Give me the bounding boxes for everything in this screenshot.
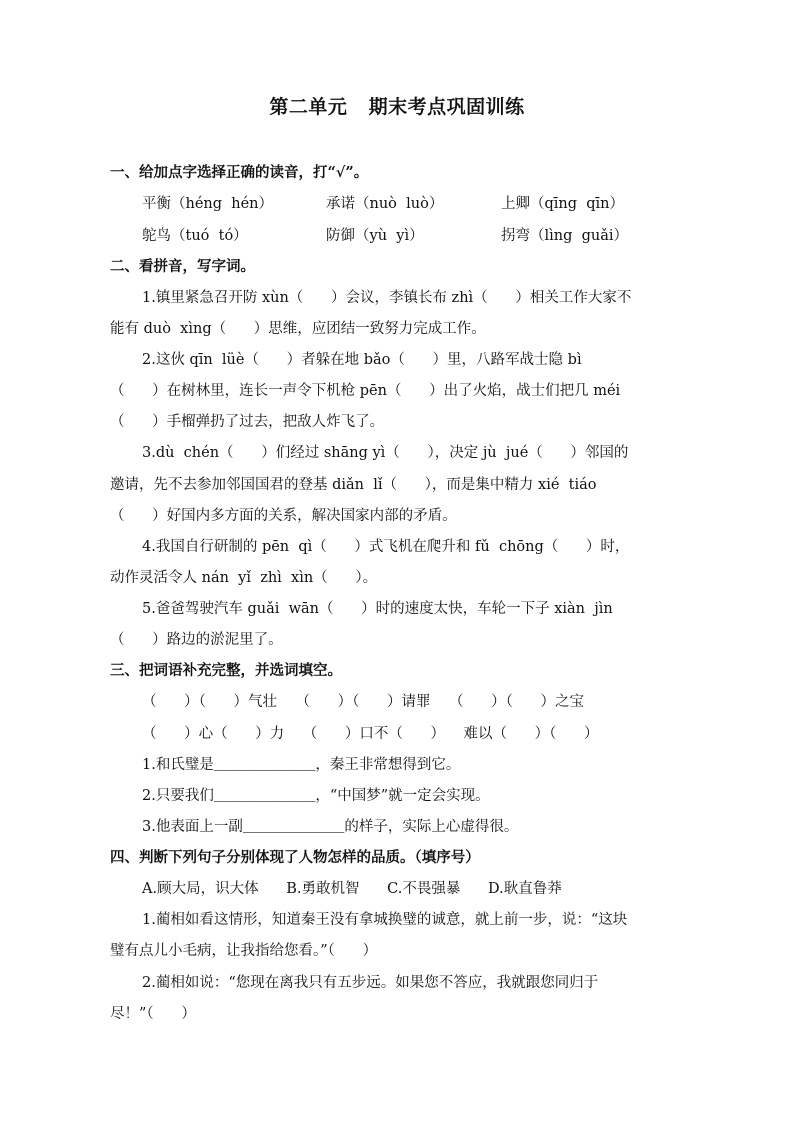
fill-sentence: 1.和氏璧是＿＿＿＿＿＿＿，秦王非常想得到它。 xyxy=(142,757,461,773)
exercise-line: 动作灵活令人 nán yǐ zhì xìn（ ）。 xyxy=(110,570,378,586)
pinyin-choice-item[interactable]: 防御（yù yì） xyxy=(326,228,424,244)
idiom-fill-row: （ ）心（ ）力 （ ）口不（ ） 难以（ ）（ ） xyxy=(142,726,599,742)
exercise-line: 邀请，先不去参加邻国国君的登基 diǎn lǐ（ ），而是集中精力 xié tiáo xyxy=(110,477,597,493)
exercise-line: （ ）好国内多方面的关系，解决国家内部的矛盾。 xyxy=(110,508,457,524)
pinyin-choice-item[interactable]: 承诺（nuò luò） xyxy=(326,196,444,212)
answer-options: A.顾大局，识大体 B.勇敢机智 C.不畏强暴 D.耿直鲁莽 xyxy=(142,881,562,897)
exercise-line: （ ）在树林里，连长一声令下机枪 pēn（ ）出了火焰，战士们把几 méi xyxy=(110,383,621,399)
section-2-heading: 二、看拼音，写字词。 xyxy=(110,258,255,275)
fill-sentence: 2.只要我们＿＿＿＿＿＿＿，“中国梦”就一定会实现。 xyxy=(142,788,490,804)
exercise-line: 5.爸爸驾驶汽车 guǎi wān（ ）时的速度太快，车轮一下子 xiàn jìn xyxy=(142,601,613,617)
exercise-line: 4.我国自行研制的 pēn qì（ ）式飞机在爬升和 fǔ chōng（ ）时， xyxy=(142,539,630,555)
page-title: 第二单元 期末考点巩固训练 xyxy=(269,96,525,118)
judgement-line: 璧有点儿小毛病，让我指给您看。”（ ） xyxy=(110,943,378,959)
section-3-heading: 三、把词语补充完整，并选词填空。 xyxy=(110,662,342,679)
fill-sentence: 3.他表面上一副＿＿＿＿＿＿＿的样子，实际上心虚得很。 xyxy=(142,819,519,835)
pinyin-choice-item[interactable]: 拐弯（lìng guǎi） xyxy=(501,228,629,244)
exercise-line: 2.这伙 qīn lüè（ ）者躲在地 bǎo（ ）里，八路军战士隐 bì xyxy=(142,352,582,368)
pinyin-choice-item[interactable]: 鸵鸟（tuó tó） xyxy=(142,228,248,244)
exercise-line: （ ）路边的淤泥里了。 xyxy=(110,632,283,648)
exercise-line: （ ）手榴弹扔了过去，把敌人炸飞了。 xyxy=(110,414,385,430)
pinyin-choice-item[interactable]: 上卿（qīng qīn） xyxy=(501,196,625,212)
judgement-line: 1.蔺相如看这情形，知道秦王没有拿城换璧的诚意，就上前一步，说：“这块 xyxy=(142,912,628,928)
pinyin-choice-item[interactable]: 平衡（héng hén） xyxy=(142,196,274,212)
exercise-line: 能有 duò xìng（ ）思维，应团结一致努力完成工作。 xyxy=(110,321,486,337)
section-1-heading: 一、给加点字选择正确的读音，打“√”。 xyxy=(110,164,369,181)
idiom-fill-row: （ ）（ ）气壮 （ ）（ ）请罪 （ ）（ ）之宝 xyxy=(142,694,585,710)
judgement-line: 尽！”（ ） xyxy=(110,1006,196,1022)
exercise-line: 3.dù chén（ ）们经过 shāng yì（ ），决定 jù jué（ ）邻国的 xyxy=(142,445,629,461)
judgement-line: 2.蔺相如说：“您现在离我只有五步远。如果您不答应，我就跟您同归于 xyxy=(142,975,599,991)
exercise-line: 1.镇里紧急召开防 xùn（ ）会议，李镇长布 zhì（ ）相关工作大家不 xyxy=(142,290,632,306)
section-4-heading: 四、判断下列句子分别体现了人物怎样的品质。（填序号） xyxy=(110,849,480,866)
